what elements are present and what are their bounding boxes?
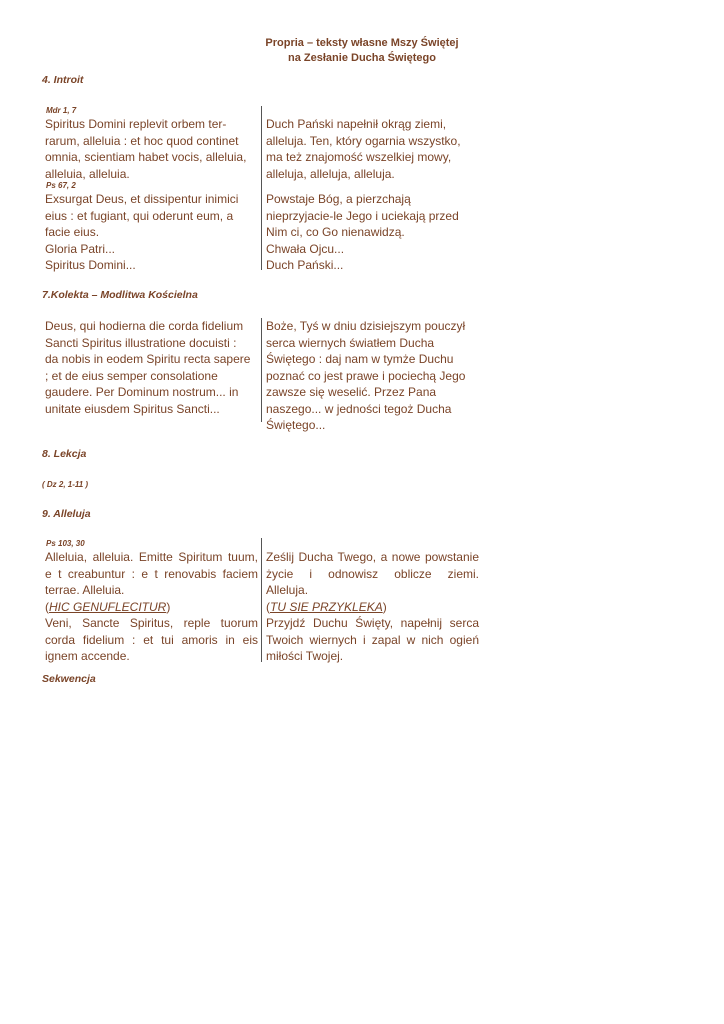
text-line: corda fidelium : et tui amoris in eis (45, 632, 258, 647)
text-line: naszego... w jedności tegoż Ducha (266, 401, 452, 416)
text-line: Spiritus Domini replevit orbem ter- (45, 117, 227, 131)
column-divider (261, 538, 262, 662)
text-line: życie i odnowisz oblicze ziemi. (266, 566, 479, 581)
lesson-heading: 8. Lekcja (42, 448, 87, 460)
text-line: facie eius. (45, 225, 100, 239)
text-line: terrae. Alleluia. (45, 583, 125, 597)
rubric-latin: HIC GENUFLECITUR (49, 599, 167, 614)
text-line: Świętego... (266, 418, 326, 432)
text-line: ; et de eius semper consolatione (45, 368, 218, 383)
page-title-line-2: na Zesłanie Ducha Świętego (288, 52, 436, 64)
text-line: alleluja. Ten, który ogarnia wszystko, (266, 133, 461, 148)
text-line: Alleluia, alleluia. Emitte Spiritum tuum, (45, 550, 258, 564)
text-line: Świętego : daj nam w tymże Duchu (266, 352, 454, 366)
text-line: Spiritus Domini... (45, 258, 136, 272)
text-line: Duch Pański napełnił okrąg ziemi, (266, 117, 447, 131)
text-line: Deus, qui hodierna die corda fidelium (45, 319, 244, 333)
text-line: nieprzyjacie-le Jego i uciekają przed (266, 208, 459, 223)
lesson-ref: ( Dz 2, 1-11 ) (42, 480, 89, 489)
collect-polish (266, 318, 486, 434)
column-divider (261, 106, 262, 270)
paren: ) (382, 599, 387, 614)
text-line: poznać co jest prawe i pociechą Jego (266, 368, 466, 383)
text-line: Gloria Patri... (45, 241, 116, 256)
text-line: Sancti Spiritus illustratione docuisti : (45, 335, 237, 350)
text-line: gaudere. Per Dominum nostrum... in (45, 385, 239, 399)
introit-ref-1: Mdr 1, 7 (46, 106, 77, 115)
rubric-line (266, 599, 479, 616)
text-line: Veni, Sancte Spiritus, reple tuorum (45, 616, 258, 630)
text-line: Nim ci, co Go nienawidzą. (266, 225, 405, 239)
text-line: zawsze się weselić. Przez Pana (266, 385, 437, 399)
introit-polish-1 (266, 116, 486, 182)
introit-ref-2: Ps 67, 2 (46, 181, 76, 190)
text-line: miłości Twojej. (266, 649, 344, 663)
text-line: ignem accende. (45, 649, 130, 663)
text-line: e t creabuntur : e t renovabis faciem (45, 566, 258, 581)
paren: ) (166, 599, 171, 614)
text-line: serca wiernych światłem Ducha (266, 335, 435, 350)
text-line: da nobis in eodem Spiritu recta sapere (45, 352, 251, 366)
text-line: Duch Pański... (266, 258, 344, 272)
text-line: unitate eiusdem Spiritus Sancti... (45, 401, 220, 416)
text-line: alleluia, alleluia. (45, 166, 130, 181)
page-title-line-1: Propria – teksty własne Mszy Świętej (265, 37, 459, 49)
sequence-heading: Sekwencja (42, 673, 96, 685)
alleluia-heading: 9. Alleluja (42, 508, 91, 520)
alleluia-latin (45, 549, 258, 665)
text-line: Chwała Ojcu... (266, 241, 345, 256)
text-line: Boże, Tyś w dniu dzisiejszym pouczył (266, 319, 466, 333)
text-line: omnia, scientiam habet vocis, alleluia, (45, 150, 247, 164)
rubric-line (45, 599, 258, 616)
text-line: ma też znajomość wszelkiej mowy, (266, 150, 452, 164)
text-line: alleluja, alleluja, alleluja. (266, 166, 395, 181)
text-line: eius : et fugiant, qui oderunt eum, a (45, 208, 234, 223)
column-divider (261, 318, 262, 422)
text-line: Exsurgat Deus, et dissipentur inimici (45, 192, 239, 206)
paren: ( (45, 599, 49, 614)
text-line: Twoich wiernych i zapal w nich ogień (266, 632, 479, 647)
collect-heading: 7.Kolekta – Modlitwa Kościelna (42, 289, 198, 301)
alleluia-ref: Ps 103, 30 (46, 539, 85, 548)
introit-latin-2 (45, 191, 255, 274)
paren: ( (266, 599, 270, 614)
introit-latin-1 (45, 116, 255, 182)
text-line: Alleluja. (266, 583, 309, 597)
introit-polish-2 (266, 191, 486, 274)
alleluia-polish (266, 549, 479, 665)
text-line: rarum, alleluia : et hoc quod continet (45, 133, 239, 148)
introit-heading: 4. Introit (42, 74, 84, 86)
collect-latin (45, 318, 255, 417)
rubric-polish: TU SIE PRZYKLEKA (270, 599, 383, 614)
text-line: Ześlij Ducha Twego, a nowe powstanie (266, 550, 479, 564)
text-line: Przyjdź Duchu Święty, napełnij serca (266, 616, 479, 630)
text-line: Powstaje Bóg, a pierzchają (266, 192, 411, 206)
